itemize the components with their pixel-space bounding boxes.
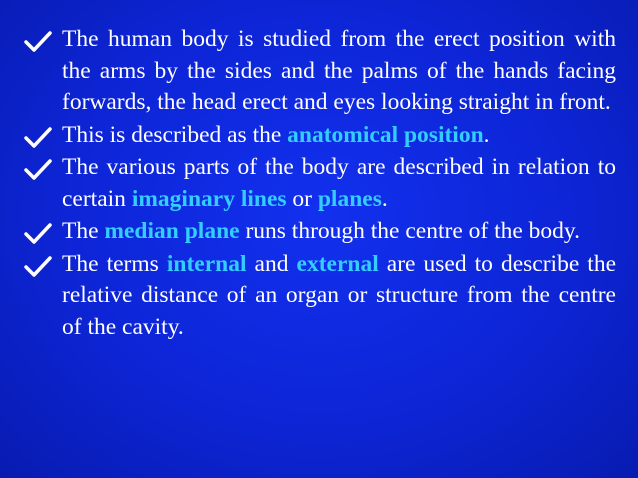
bullet-text: . bbox=[483, 121, 490, 148]
bullet-item-imaginary-lines bbox=[14, 152, 616, 215]
bullet-item-anatomical-position bbox=[14, 120, 616, 152]
bullet-text: runs through the centre of the body. bbox=[239, 218, 581, 244]
bullet-item-median-plane bbox=[14, 216, 616, 248]
highlighted-term: anatomical position bbox=[287, 121, 484, 148]
bullet-text: This is described as the bbox=[62, 121, 288, 148]
highlighted-term: planes bbox=[317, 185, 382, 212]
bullet-text: or bbox=[286, 185, 318, 212]
bullet-text: are used to describe the relative distance of an organ or structure from the centre of the cavity. bbox=[62, 250, 617, 340]
highlighted-term: internal bbox=[166, 250, 247, 277]
bullet-list bbox=[14, 24, 616, 343]
bullet-item-internal-external bbox=[14, 249, 616, 344]
check-icon bbox=[24, 158, 52, 180]
highlighted-term: imaginary lines bbox=[131, 185, 287, 212]
bullet-item-erect-position bbox=[14, 24, 616, 119]
check-icon bbox=[24, 255, 52, 277]
bullet-text: The various parts of the body are described in relation to certain bbox=[62, 154, 616, 212]
check-icon bbox=[24, 222, 52, 244]
highlighted-term: median plane bbox=[104, 218, 240, 244]
check-icon bbox=[24, 30, 52, 52]
check-icon bbox=[24, 126, 52, 148]
bullet-text: The terms bbox=[62, 250, 167, 277]
bullet-text: The human body is studied from the erect position with the arms by the sides and the palms of the hands facing forwards, the head erect and eyes looking straight in front. bbox=[62, 26, 616, 115]
bullet-text: The bbox=[62, 218, 105, 244]
bullet-text: . bbox=[381, 185, 388, 212]
bullet-text: and bbox=[246, 250, 297, 277]
highlighted-term: external bbox=[296, 250, 379, 277]
